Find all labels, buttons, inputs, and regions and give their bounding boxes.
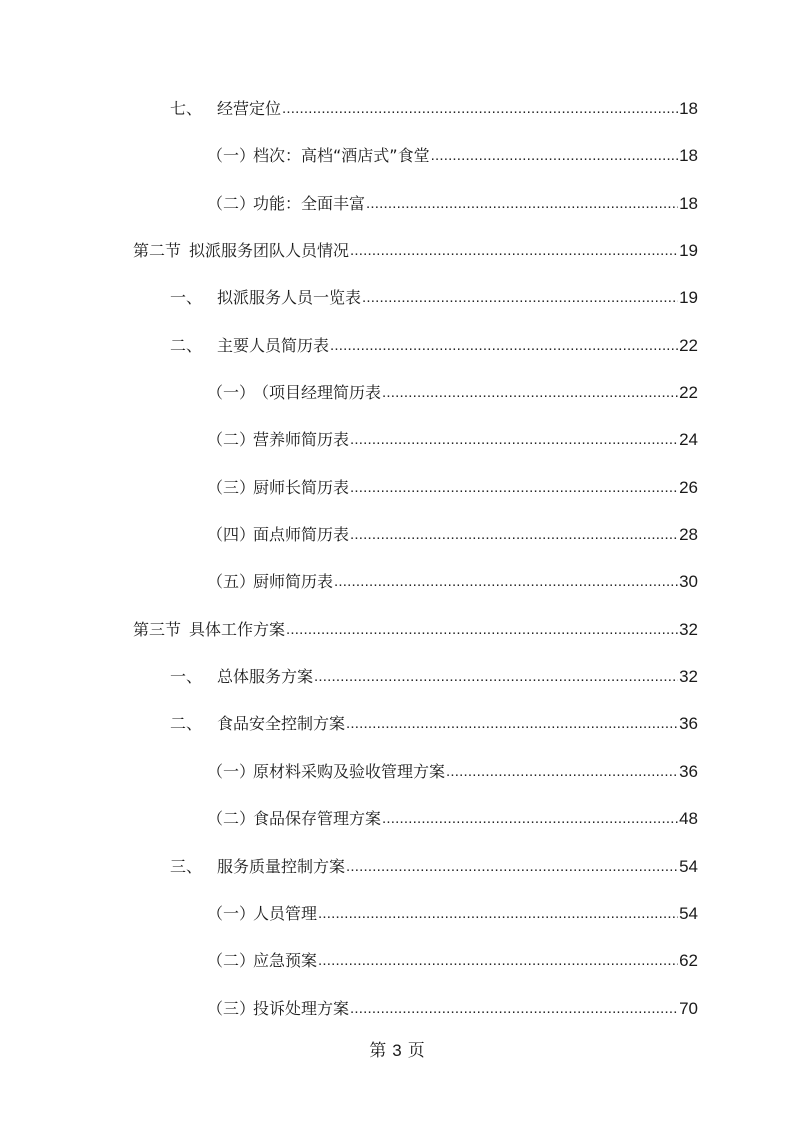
toc-entry-page: 32: [679, 667, 698, 686]
toc-entry-page: 32: [679, 620, 698, 639]
dot-leader: [318, 951, 678, 971]
toc-entry-title: 投诉处理方案: [253, 999, 350, 1018]
toc-entry[interactable]: [207, 190, 698, 214]
toc-entry-number: （二）: [207, 951, 256, 970]
toc-entry-title: 总体服务方案: [217, 667, 314, 686]
toc-entry[interactable]: [170, 853, 698, 877]
toc-entry[interactable]: [207, 947, 698, 971]
dot-leader: [446, 762, 678, 782]
toc-entry-page: 19: [679, 288, 698, 307]
toc-entry[interactable]: [133, 616, 698, 640]
toc-entry-number: （五）: [207, 572, 256, 591]
dot-leader: [350, 430, 678, 450]
toc-entry[interactable]: [207, 142, 698, 166]
toc-entry[interactable]: [207, 900, 698, 924]
dot-leader: [366, 194, 678, 214]
toc-entry-number: （二）: [207, 194, 256, 213]
dot-leader: [346, 714, 678, 734]
toc-entry[interactable]: [207, 568, 698, 592]
toc-entry-number: （二）: [207, 809, 256, 828]
toc-entry-title: 主要人员简历表: [217, 336, 330, 355]
toc-entry-page: 19: [679, 241, 698, 260]
dot-leader: [318, 904, 678, 924]
toc-entry-title: 服务质量控制方案: [217, 857, 346, 876]
toc-entry-page: 62: [679, 951, 698, 970]
toc-entry[interactable]: [207, 995, 698, 1019]
footer-page-number: 3: [392, 1041, 402, 1060]
toc-entry-title: 厨师简历表: [253, 572, 334, 591]
toc-entry-title: 人员管理: [253, 904, 318, 923]
toc-entry[interactable]: [207, 805, 698, 829]
toc-entry-title: 厨师长简历表: [253, 478, 350, 497]
toc-entry-number: （四）: [207, 525, 256, 544]
toc-entry[interactable]: [170, 332, 698, 356]
toc-entry-number: （三）: [207, 478, 256, 497]
toc-entry[interactable]: [207, 474, 698, 498]
toc-entry-title: 功能：全面丰富: [253, 194, 366, 213]
toc-entry-number: （二）: [207, 430, 256, 449]
toc-entry-page: 28: [679, 525, 698, 544]
toc-entry-page: 70: [679, 999, 698, 1018]
toc-entry-page: 22: [679, 336, 698, 355]
toc-entry-number: （一）: [207, 146, 256, 165]
toc-entry-number: （一）: [207, 904, 256, 923]
dot-leader: [362, 288, 678, 308]
toc-entry-page: 18: [679, 99, 698, 118]
dot-leader: [382, 809, 678, 829]
toc-entry-page: 30: [679, 572, 698, 591]
toc-entry-page: 26: [679, 478, 698, 497]
dot-leader: [282, 99, 678, 119]
toc-entry[interactable]: [170, 284, 698, 308]
toc-entry[interactable]: [207, 426, 698, 450]
toc-entry-page: 54: [679, 904, 698, 923]
footer-prefix: 第: [369, 1041, 387, 1061]
toc-entry[interactable]: [207, 758, 698, 782]
toc-entry-page: 18: [679, 146, 698, 165]
toc-entry-number: （一）: [207, 762, 256, 781]
toc-entry[interactable]: [170, 710, 698, 734]
toc-entry-title: 食品安全控制方案: [217, 714, 346, 733]
toc-entry-page: 22: [679, 383, 698, 402]
toc-entry-title: 拟派服务团队人员情况: [189, 241, 350, 260]
toc-entry-number: （三）: [207, 999, 256, 1018]
toc-entry-title: （项目经理简历表: [253, 383, 382, 402]
dot-leader: [286, 620, 678, 640]
toc-entry-number: 二、: [170, 714, 203, 733]
toc-entry-page: 18: [679, 194, 698, 213]
dot-leader: [350, 241, 678, 261]
toc-entry-title: 应急预案: [253, 951, 318, 970]
dot-leader: [350, 999, 678, 1019]
toc-entry-number: 一、: [170, 288, 203, 307]
toc-entry-title: 食品保存管理方案: [253, 809, 382, 828]
dot-leader: [314, 667, 678, 687]
toc-entry-number: 七、: [170, 99, 203, 118]
dot-leader: [350, 478, 678, 498]
toc-entry[interactable]: [170, 663, 698, 687]
toc-entry-number: 一、: [170, 667, 203, 686]
toc-entry-title: 经营定位: [217, 99, 282, 118]
toc-entry-page: 48: [679, 809, 698, 828]
toc-entry-title: 面点师简历表: [253, 525, 350, 544]
toc-entry-number: 三、: [170, 857, 203, 876]
dot-leader: [334, 572, 678, 592]
dot-leader: [350, 525, 678, 545]
dot-leader: [346, 857, 678, 877]
toc-entry-page: 54: [679, 857, 698, 876]
toc-entry-page: 36: [679, 762, 698, 781]
toc-entry[interactable]: [133, 237, 698, 261]
toc-entry-title: 拟派服务人员一览表: [217, 288, 362, 307]
toc-entry-page: 36: [679, 714, 698, 733]
toc-entry-number: （一）: [207, 383, 256, 402]
footer-suffix: 页: [407, 1041, 425, 1061]
toc-entry-title: 营养师简历表: [253, 430, 350, 449]
dot-leader: [382, 383, 678, 403]
dot-leader: [431, 146, 678, 166]
toc-entry-title: 具体工作方案: [189, 620, 286, 639]
toc-entry-title: 档次：高档“酒店式”食堂: [253, 146, 430, 165]
dot-leader: [330, 336, 678, 356]
toc-entry-number: 第二节: [133, 241, 182, 260]
page-footer: [0, 1036, 794, 1061]
toc-entry[interactable]: [207, 379, 698, 403]
toc-entry-number: 第三节: [133, 620, 182, 639]
toc-entry[interactable]: [170, 95, 698, 119]
toc-entry[interactable]: [207, 521, 698, 545]
toc-entry-page: 24: [679, 430, 698, 449]
toc-entry-title: 原材料采购及验收管理方案: [253, 762, 446, 781]
toc-entry-number: 二、: [170, 336, 203, 355]
